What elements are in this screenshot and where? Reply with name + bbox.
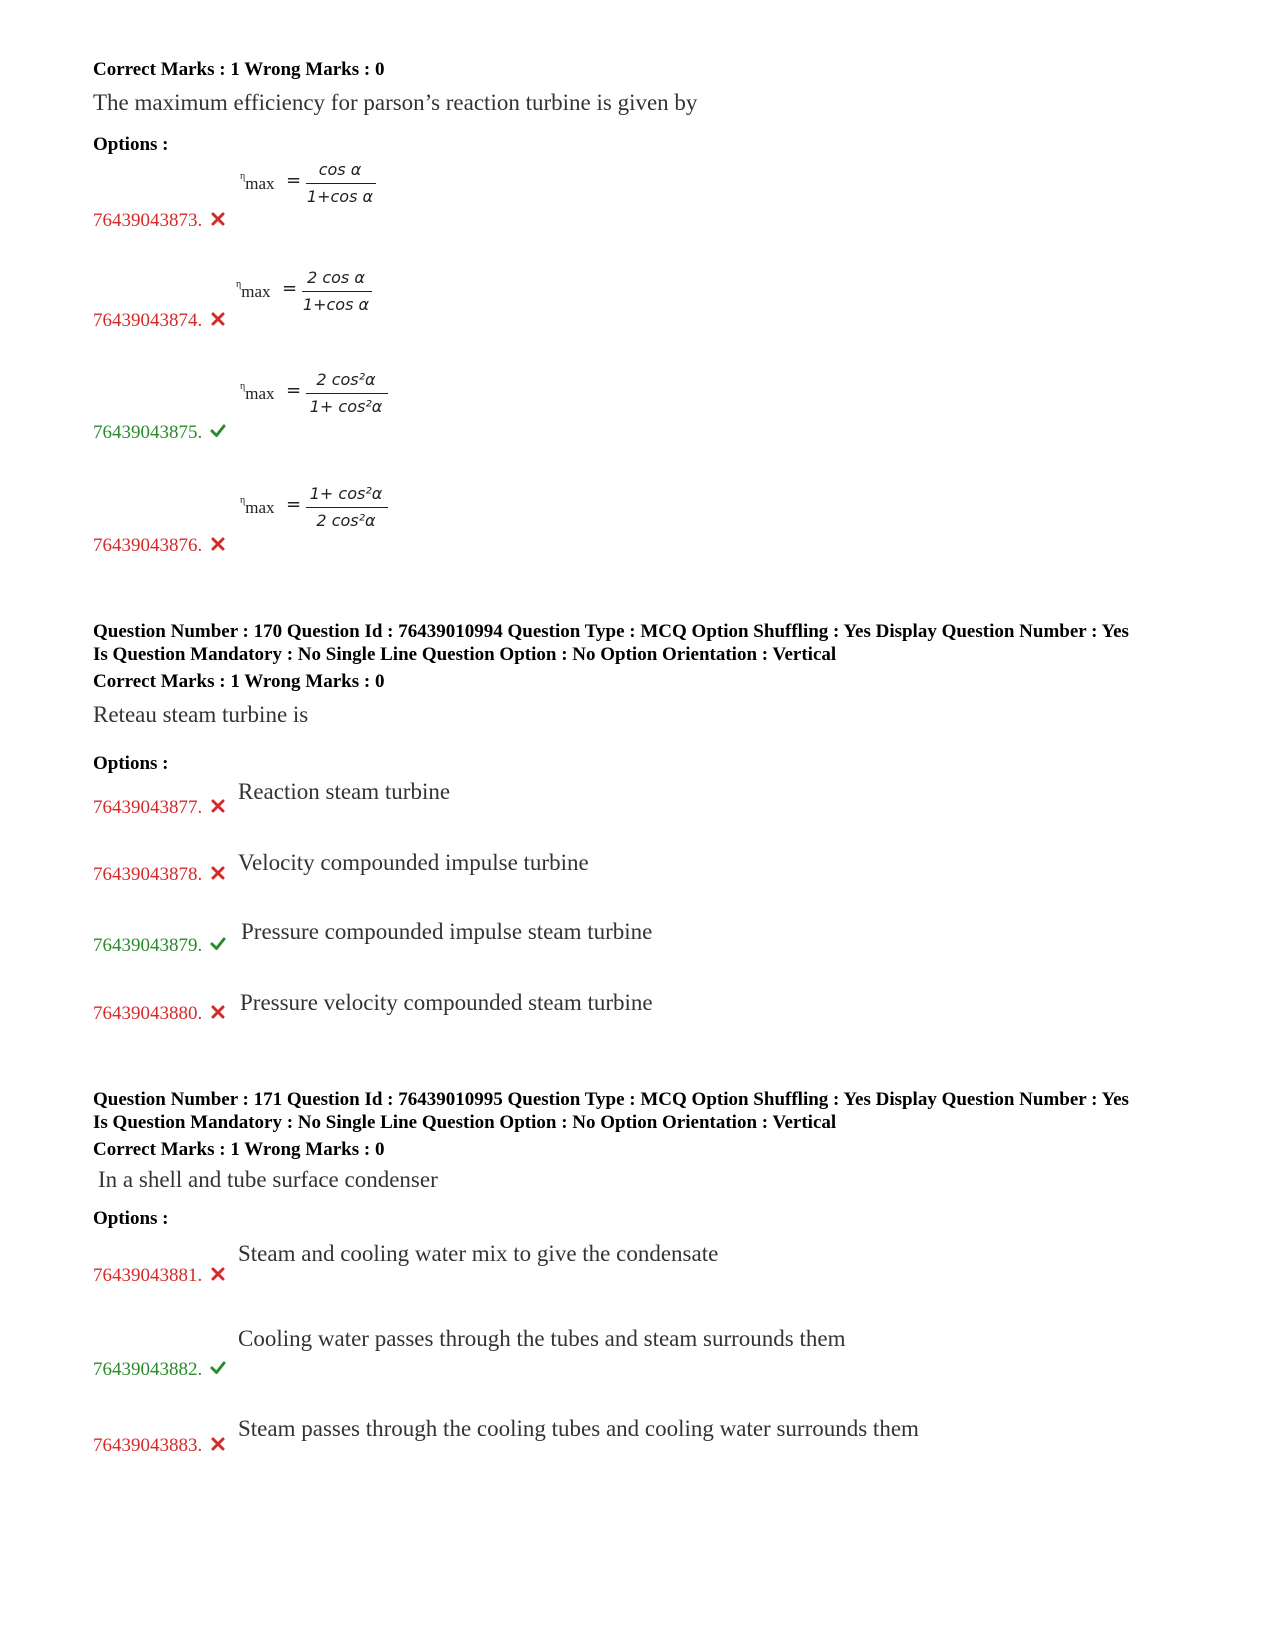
option-id: 76439043881. — [93, 1265, 203, 1286]
cross-icon — [210, 798, 226, 814]
question-stem: The maximum efficiency for parson’s reaction turbine is given by — [93, 90, 698, 115]
option-text: Pressure velocity compounded steam turbine — [240, 990, 653, 1015]
cross-icon — [210, 211, 226, 227]
formula-lhs: $^\eta$max — [236, 279, 271, 301]
option-row[interactable] — [93, 422, 226, 444]
formula: $^\eta$max = 2 cos α 1+cos α — [236, 268, 386, 318]
formula-lhs: $^\eta$max — [240, 171, 275, 193]
question-stem: In a shell and tube surface condenser — [98, 1167, 438, 1192]
option-id: 76439043877. — [93, 797, 203, 818]
option-text: Pressure compounded impulse steam turbine — [241, 919, 653, 944]
option-row[interactable] — [93, 1265, 226, 1287]
option-id: 76439043873. — [93, 210, 203, 231]
cross-icon — [210, 1004, 226, 1020]
formula-lhs: $^\eta$max — [240, 495, 275, 517]
check-icon — [210, 936, 226, 952]
cross-icon — [210, 536, 226, 552]
options-label: Options : — [93, 1208, 169, 1229]
check-icon — [210, 423, 226, 439]
option-row[interactable] — [93, 535, 226, 557]
option-id: 76439043883. — [93, 1435, 203, 1456]
option-id: 76439043880. — [93, 1003, 203, 1024]
option-row[interactable] — [93, 1003, 226, 1025]
option-id: 76439043879. — [93, 935, 203, 956]
formula-denominator: 2 cos²α — [316, 511, 376, 530]
option-row[interactable] — [93, 210, 226, 232]
options-label: Options : — [93, 753, 169, 774]
option-text: Steam passes through the cooling tubes and cooling water surrounds them — [238, 1416, 919, 1441]
marks-line: Correct Marks : 1 Wrong Marks : 0 — [93, 671, 385, 692]
formula: $^\eta$max = cos α 1+cos α — [240, 160, 390, 210]
question-header: Question Number : 170 Question Id : 76439010994 Question Type : MCQ Option Shuffling : Yes Display Question Number : Yes Is Question Mandatory : No Single Line Question Option : No Option Orientation : Vertical — [93, 621, 1129, 665]
option-id: 76439043882. — [93, 1359, 203, 1380]
formula-lhs: $^\eta$max — [240, 381, 275, 403]
formula: $^\eta$max = 1+ cos²α 2 cos²α — [240, 484, 400, 534]
formula-numerator: 2 cos α — [307, 268, 365, 287]
question-stem: Reteau steam turbine is — [93, 702, 309, 727]
option-text: Cooling water passes through the tubes and steam surrounds them — [238, 1326, 846, 1351]
check-icon — [210, 1360, 226, 1376]
option-row[interactable] — [93, 310, 226, 332]
formula-denominator: 1+cos α — [306, 187, 374, 206]
cross-icon — [210, 1436, 226, 1452]
cross-icon — [210, 1266, 226, 1282]
option-id: 76439043876. — [93, 535, 203, 556]
option-text: Reaction steam turbine — [238, 779, 451, 804]
formula-denominator: 1+cos α — [302, 295, 370, 314]
option-row[interactable] — [93, 864, 226, 886]
formula: $^\eta$max = 2 cos²α 1+ cos²α — [240, 370, 400, 420]
option-row[interactable] — [93, 1359, 226, 1381]
marks-line: Correct Marks : 1 Wrong Marks : 0 — [93, 59, 385, 80]
option-id: 76439043875. — [93, 422, 203, 443]
formula-numerator: 1+ cos²α — [309, 484, 383, 503]
formula-numerator: 2 cos²α — [316, 370, 376, 389]
cross-icon — [210, 311, 226, 327]
option-text: Steam and cooling water mix to give the condensate — [238, 1241, 719, 1266]
option-id: 76439043878. — [93, 864, 203, 885]
options-label: Options : — [93, 134, 169, 155]
option-id: 76439043874. — [93, 310, 203, 331]
option-row[interactable] — [93, 797, 226, 819]
question-header: Question Number : 171 Question Id : 76439010995 Question Type : MCQ Option Shuffling : Yes Display Question Number : Yes Is Question Mandatory : No Single Line Question Option : No Option Orientation : Vertical — [93, 1089, 1129, 1133]
formula-denominator: 1+ cos²α — [309, 397, 383, 416]
option-row[interactable] — [93, 935, 226, 957]
cross-icon — [210, 865, 226, 881]
marks-line: Correct Marks : 1 Wrong Marks : 0 — [93, 1139, 385, 1160]
formula-numerator: cos α — [318, 160, 362, 179]
option-text: Velocity compounded impulse turbine — [238, 850, 589, 875]
option-row[interactable] — [93, 1435, 226, 1457]
